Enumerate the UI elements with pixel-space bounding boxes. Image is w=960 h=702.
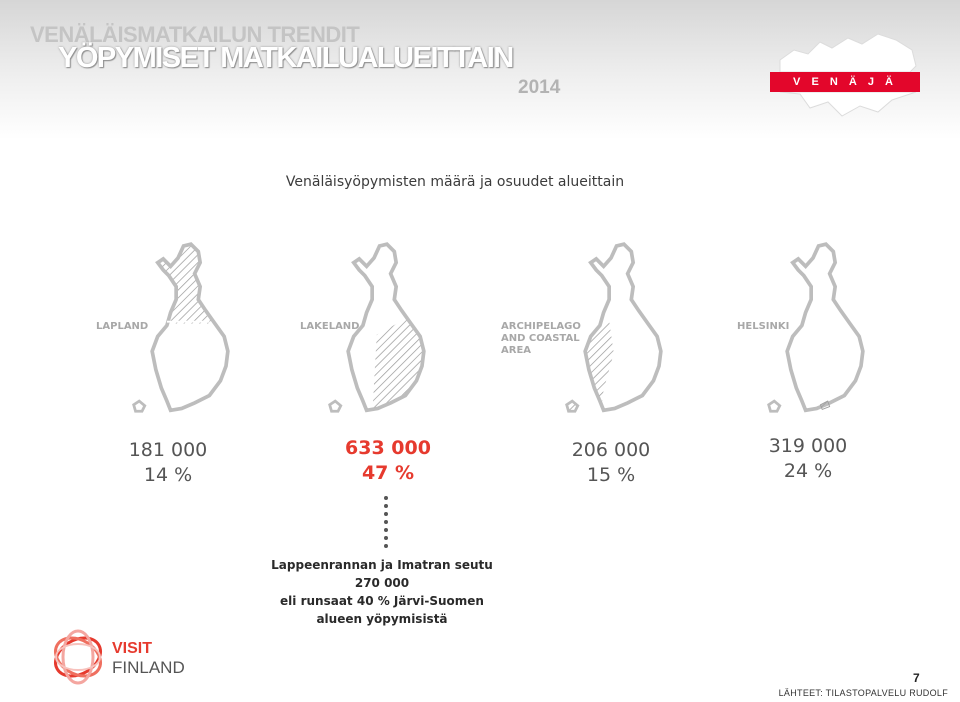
russia-badge: V E N Ä J Ä: [770, 72, 920, 92]
page-title: YÖPYMISET MATKAILUALUEITTAIN: [58, 42, 513, 74]
chart-subtitle: Venäläisyöpymisten määrä ja osuudet alueittain: [285, 174, 625, 190]
stat-value: 206 000: [571, 439, 651, 461]
logo-text-finland: FINLAND: [112, 658, 185, 677]
stat-share: 47 %: [361, 462, 415, 484]
stat-share: 15 %: [586, 464, 636, 486]
stat-lakeland: [318, 436, 458, 486]
finland-map-icon: [563, 235, 683, 425]
section-title-ghost: VENÄLÄISMATKAILUN TRENDIT: [30, 22, 360, 47]
stat-value: 319 000: [768, 435, 848, 457]
note-line: eli runsaat 40 % Järvi-Suomen: [280, 594, 484, 608]
note-line: 270 000: [354, 576, 410, 590]
region-label-lakeland: LAKELAND: [300, 321, 360, 332]
logo-text-visit: VISIT: [112, 640, 153, 657]
callout-note: [252, 556, 512, 628]
note-line: Lappeenrannan ja Imatran seutu: [271, 558, 493, 572]
visit-finland-logo-icon: [48, 626, 108, 688]
note-line: alueen yöpymisistä: [316, 612, 448, 626]
russia-map-icon: [770, 20, 920, 130]
stat-share: 14 %: [143, 464, 193, 486]
stat-archipelago: [541, 438, 681, 488]
page-number: 7: [913, 671, 920, 685]
stat-share: 24 %: [783, 460, 833, 482]
region-label-lapland: LAPLAND: [96, 321, 149, 332]
stat-value: 633 000: [345, 437, 431, 459]
stat-lapland: [98, 438, 238, 488]
region-label-archipelago: ARCHIPELAGO AND COASTAL AREA: [501, 321, 581, 356]
sources-footnote: LÄHTEET: TILASTOPALVELU RUDOLF: [778, 688, 948, 698]
stat-value: 181 000: [128, 439, 208, 461]
callout-connector: [384, 496, 388, 548]
year-label: 2014: [518, 77, 561, 98]
stat-helsinki: [738, 434, 878, 484]
region-label-helsinki: HELSINKI: [737, 321, 790, 332]
